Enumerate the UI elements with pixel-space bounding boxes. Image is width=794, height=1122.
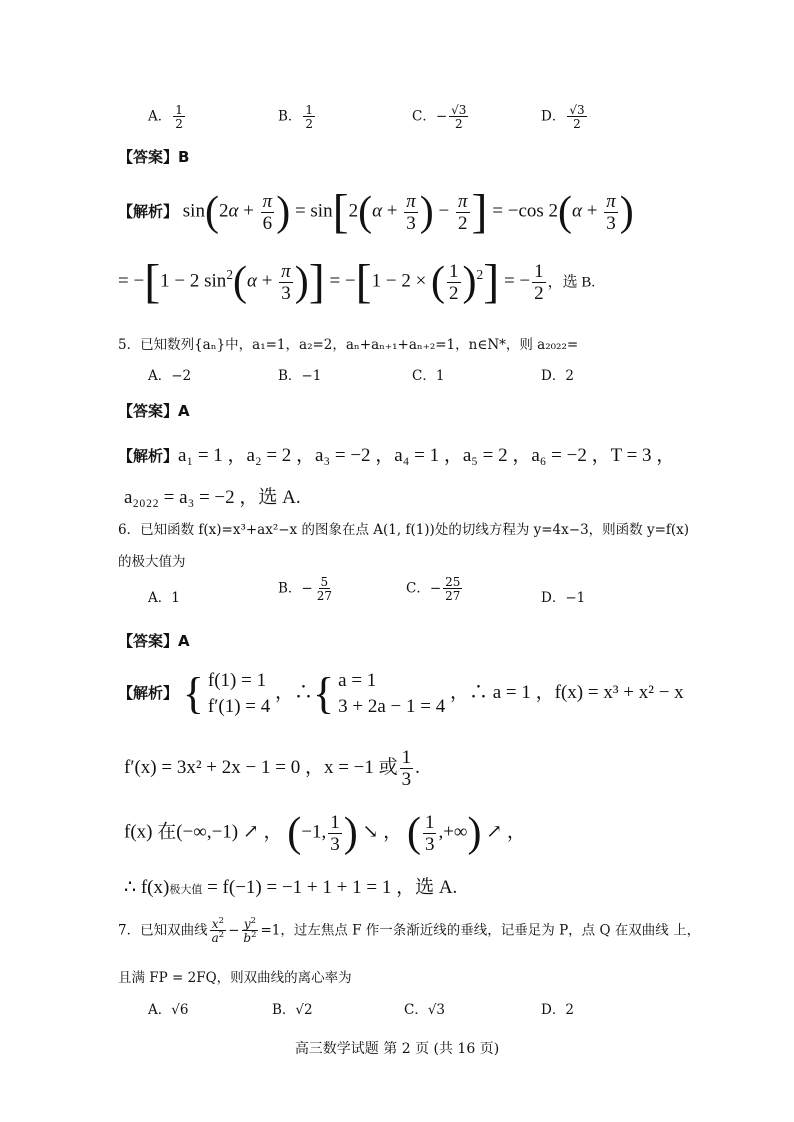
- q4-option-d: D． $\frac{√3}{2}$: [541, 103, 585, 131]
- q7-option-a: A．√6: [148, 1002, 189, 1018]
- q4-option-b: B． $\frac{1}{2}$: [278, 103, 314, 131]
- q5-option-d: D．2: [541, 368, 574, 384]
- q6-option-d: D．−1: [541, 590, 586, 606]
- page-footer: 高三数学试题 第 2 页 (共 16 页): [294, 1041, 500, 1057]
- q4-analysis-line2: = −[1 − 2 $\sin^2(\alpha$ + $\frac{\pi}{3}$ )] = −[1 − 2 × ( $\frac{1}{2}$ )$^2$] = − $\frac{1}{2}$ ，选 B.: [118, 255, 596, 308]
- q6-option-c: C．− $\frac{25}{27}$: [406, 575, 461, 603]
- q6-stem-line2: 的极大值为: [118, 554, 186, 570]
- q6-analysis-line1: 【解析】 { f(1) = 1 f′(1) = 4 ，∴ { a = 1 3 + 2a − 1 = 4 ，∴ a = 1 ，f(x) = x³ + x² − x: [118, 668, 684, 718]
- q7-option-d: D．2: [541, 1002, 574, 1018]
- q5-option-a: A．−2: [148, 368, 192, 384]
- q6-analysis-line4: ∴ f(x)极大值 = f(−1) = −1 + 1 + 1 = 1 ，选 A.: [124, 877, 458, 898]
- q4-option-c: C．− $\frac{√3}{2}$: [412, 103, 467, 131]
- q6-analysis-line3: f(x) 在(−∞,−1) ↗ ， (−1, $\frac{1}{3}$ ) ↘ ， ( $\frac{1}{3}$ ,+∞) ↗ ，: [124, 810, 526, 856]
- q6-stem-line1: 6．已知函数 f(x)=x³+ax²−x 的图象在点 A(1, f(1))处的切线方程为 y=4x−3，则函数 y=f(x): [118, 522, 690, 538]
- q6-analysis-line2: f′(x) = 3x² + 2x − 1 = 0 ，x = −1 或 $\frac{1}{3}$ .: [124, 747, 420, 790]
- q4-option-a: A． $\frac{1}{2}$: [148, 103, 183, 131]
- q6-system-1: { f(1) = 1 f′(1) = 4: [182, 668, 271, 718]
- q6-answer: 【答案】A: [118, 632, 190, 650]
- q4-analysis-line1: 【解析】 sin(2α + $\frac{\pi}{6}$ ) = sin[2(α + $\frac{\pi}{3}$ ) − $\frac{\pi}{2}$ ] = −cos 2(α + $\frac{\pi}{3}$ ): [118, 185, 634, 238]
- q7-option-b: B．√2: [272, 1002, 313, 1018]
- q6-system-2: { a = 1 3 + 2a − 1 = 4: [313, 668, 446, 718]
- q5-analysis-line1: 【解析】a₁ = 1 ，a₂ = 2 ，a₃ = −2 ，a₄ = 1 ，a₅ = 2 ，a₆ = −2 ，T = 3 ，: [118, 445, 676, 466]
- q5-option-b: B．−1: [278, 368, 322, 384]
- q6-option-a: A．1: [148, 590, 180, 606]
- q4-answer: 【答案】B: [118, 148, 190, 166]
- q7-stem-line2: 且满 FP = 2FQ，则双曲线的离心率为: [118, 970, 352, 986]
- q5-analysis-line2: a₂₀₂₂ = a₃ = −2 ，选 A.: [124, 487, 301, 508]
- q5-option-c: C．1: [412, 368, 445, 384]
- q7-option-c: C．√3: [404, 1002, 446, 1018]
- q5-stem: 5．已知数列{aₙ}中，a₁=1，a₂=2，aₙ+aₙ₊₁+aₙ₊₂=1，n∈N*，则 a₂₀₂₂=: [118, 337, 579, 353]
- q6-option-b: B．− $\frac{5}{27}$: [278, 575, 333, 603]
- q5-answer: 【答案】A: [118, 402, 190, 420]
- q7-stem-line1: 7．已知双曲线 $\frac{x^2}{a^2}$ − $\frac{y^2}{b^2}$ =1，过左焦点 F 作一条渐近线的垂线，记垂足为 P，点 Q 在双曲线 上，: [118, 915, 701, 945]
